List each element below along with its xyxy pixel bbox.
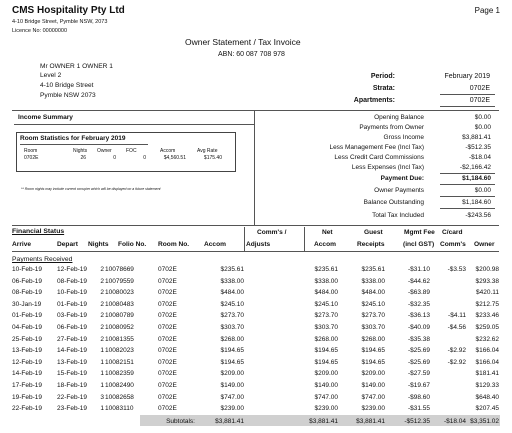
depart-date: 22-Feb-19: [57, 393, 87, 401]
owner-amount: $648.40: [475, 393, 499, 401]
accom-amount: $209.00: [220, 370, 244, 378]
ccard-comms-amount: -$4.56: [447, 324, 466, 331]
subtotal-mgmt-fee: -$512.35: [404, 418, 430, 425]
header-ccard-comms: Comm's: [440, 241, 466, 248]
ccard-comms-amount: -$2.92: [447, 358, 466, 366]
ccard-comms-amount: -$3.53: [447, 266, 466, 273]
room-number: 0702E: [158, 405, 177, 413]
room-statistics-title: Room Statistics for February 2019: [20, 135, 126, 142]
folio-number: 10082490: [105, 382, 134, 389]
owner-amount: $259.05: [475, 324, 499, 331]
company-name: CMS Hospitality Pty Ltd: [12, 5, 125, 16]
depart-date: 18-Feb-19: [57, 382, 87, 389]
header-guest-top: Guest: [364, 229, 383, 236]
apartments-value: 0702E: [469, 97, 490, 104]
room-nights-note: ** Room nights may include current occupier which will be displayed on a future statement: [21, 187, 161, 191]
period-label: Period:: [370, 73, 395, 80]
accom-amount: $239.00: [220, 405, 244, 413]
accom-amount: $303.70: [220, 324, 244, 331]
net-accom-amount: $747.00: [314, 393, 338, 401]
nights: 2: [100, 277, 104, 285]
opening-balance-value: $0.00: [474, 114, 491, 121]
owner-amount: $233.46: [475, 312, 499, 320]
accom-amount: $235.61: [220, 266, 244, 273]
folio-number: 10082023: [105, 347, 134, 355]
owner-name: Mr OWNER 1 OWNER 1: [40, 63, 113, 70]
document-title: Owner Statement / Tax Invoice: [185, 37, 301, 47]
nights: 2: [100, 312, 104, 320]
owner-amount: $207.45: [475, 405, 499, 413]
header-mgmt-top: Mgmt Fee: [404, 229, 435, 236]
mgmt-fee-amount: -$98.60: [407, 393, 430, 401]
owner-amount: $420.11: [475, 289, 499, 297]
mgmt-fee-amount: -$32.35: [407, 300, 430, 308]
header-arrive: Arrive: [12, 241, 32, 248]
guest-receipts-amount: $194.65: [361, 358, 385, 366]
owner-amount: $232.62: [475, 335, 499, 343]
arrive-date: 17-Feb-19: [12, 382, 42, 389]
stats-header-room: Room: [24, 148, 38, 154]
mgmt-fee-amount: -$25.69: [407, 347, 430, 355]
guest-receipts-amount: $303.70: [361, 324, 385, 331]
owner-amount: $166.04: [475, 347, 499, 355]
net-accom-amount: $149.00: [314, 382, 338, 389]
nights: 3: [100, 393, 104, 401]
depart-date: 01-Feb-19: [57, 300, 87, 308]
apartments-label: Apartments:: [353, 97, 395, 104]
subtotals-label: Subtotals:: [166, 418, 195, 425]
arrive-date: 01-Feb-19: [12, 312, 42, 320]
guest-receipts-amount: $273.70: [361, 312, 385, 320]
room-number: 0702E: [158, 312, 177, 320]
room-number: 0702E: [158, 358, 177, 366]
balance-outstanding-label: Balance Outstanding: [363, 199, 424, 206]
subtotal-receipts: $3,881.41: [356, 418, 385, 425]
accom-amount: $194.65: [220, 358, 244, 366]
arrive-date: 06-Feb-19: [12, 277, 42, 285]
depart-date: 13-Feb-19: [57, 358, 87, 366]
divider: [440, 106, 495, 107]
accom-amount: $747.00: [220, 393, 244, 401]
stats-nights: 26: [80, 155, 86, 161]
divider: [244, 227, 245, 251]
guest-receipts-amount: $747.00: [361, 393, 385, 401]
net-accom-amount: $194.65: [314, 347, 338, 355]
header-comms-top: Comm's /: [257, 229, 287, 236]
payments-from-owner-label: Payments from Owner: [359, 124, 424, 131]
income-summary-title: Income Summary: [18, 114, 73, 121]
management-fee-value: -$512.35: [465, 144, 491, 151]
mgmt-fee-amount: -$25.69: [407, 358, 430, 366]
arrive-date: 19-Feb-19: [12, 393, 42, 401]
mgmt-fee-amount: -$35.38: [407, 335, 430, 343]
header-ccard-top: C/card: [442, 229, 463, 236]
ccard-comms-amount: -$4.11: [448, 312, 466, 320]
total-tax-label: Total Tax Included: [372, 212, 424, 219]
company-address: 4-10 Bridge Street, Pymble NSW, 2073: [12, 19, 108, 25]
accom-amount: $273.70: [220, 312, 244, 320]
divider: [12, 251, 499, 252]
depart-date: 15-Feb-19: [57, 370, 87, 378]
header-accom: Accom: [204, 241, 226, 248]
accom-amount: $149.00: [220, 382, 244, 389]
stats-owner: 0: [113, 155, 116, 161]
nights: 1: [100, 382, 104, 389]
expenses-value: -$2,166.42: [459, 164, 491, 171]
mgmt-fee-amount: -$63.89: [407, 289, 430, 297]
nights: 1: [100, 370, 104, 378]
depart-date: 10-Feb-19: [57, 289, 87, 297]
net-accom-amount: $338.00: [314, 277, 338, 285]
depart-date: 06-Feb-19: [57, 324, 87, 331]
net-accom-amount: $245.10: [314, 300, 338, 308]
net-accom-amount: $239.00: [314, 405, 338, 413]
stats-header-owner: Owner: [97, 148, 112, 154]
room-number: 0702E: [158, 277, 177, 285]
owner-amount: $293.38: [475, 277, 499, 285]
header-room: Room No.: [158, 241, 190, 248]
folio-number: 10083110: [105, 405, 134, 413]
strata-label: Strata:: [372, 85, 395, 92]
folio-number: 10080023: [105, 289, 134, 297]
stats-header-accom: Accom: [160, 148, 176, 154]
mgmt-fee-amount: -$31.55: [407, 405, 430, 413]
guest-receipts-amount: $194.65: [361, 347, 385, 355]
depart-date: 27-Feb-19: [57, 335, 87, 343]
mgmt-fee-amount: -$31.10: [407, 266, 430, 273]
accom-amount: $338.00: [220, 277, 244, 285]
balance-outstanding-value: $1,184.60: [462, 199, 491, 206]
total-tax-value: -$243.56: [465, 212, 491, 219]
net-accom-amount: $235.61: [314, 266, 338, 273]
nights: 1: [100, 347, 104, 355]
nights: 1: [100, 358, 104, 366]
header-folio: Folio No.: [118, 241, 147, 248]
guest-receipts-amount: $149.00: [361, 382, 385, 389]
nights: 2: [100, 266, 104, 273]
folio-number: 10082151: [105, 358, 134, 366]
owner-amount: $129.33: [475, 382, 499, 389]
room-number: 0702E: [158, 335, 177, 343]
divider: [440, 196, 495, 197]
arrive-date: 08-Feb-19: [12, 289, 42, 297]
stats-room: 0702E: [24, 155, 39, 161]
divider: [20, 144, 148, 145]
owner-address-line: Pymble NSW 2073: [40, 92, 96, 99]
subtotal-owner: $3,351.02: [470, 418, 499, 425]
owner-payments-value: $0.00: [474, 187, 491, 194]
net-accom-amount: $484.00: [314, 289, 338, 297]
header-net-accom: Accom: [314, 241, 336, 248]
folio-number: 10082658: [105, 393, 134, 401]
accom-amount: $484.00: [220, 289, 244, 297]
room-number: 0702E: [158, 370, 177, 378]
strata-value: 0702E: [469, 85, 490, 92]
stats-avg-rate: $175.40: [203, 155, 222, 161]
net-accom-amount: $268.00: [314, 335, 338, 343]
credit-card-commissions-value: -$18.04: [468, 154, 491, 161]
payments-from-owner-value: $0.00: [474, 124, 491, 131]
depart-date: 12-Feb-19: [57, 266, 87, 273]
mgmt-fee-amount: -$40.09: [407, 324, 430, 331]
divider: [440, 184, 495, 185]
owner-payments-label: Owner Payments: [374, 187, 424, 194]
mgmt-fee-amount: -$44.62: [407, 277, 430, 285]
gross-income-value: $3,881.41: [462, 134, 491, 141]
mgmt-fee-amount: -$36.13: [407, 312, 430, 320]
gross-income-label: Gross Income: [383, 134, 424, 141]
net-accom-amount: $273.70: [314, 312, 338, 320]
folio-number: 10080789: [105, 312, 134, 320]
licence-number: Licence No: 00000000: [12, 28, 68, 34]
payments-received-title: Payments Received: [12, 256, 73, 263]
guest-receipts-amount: $239.00: [361, 405, 385, 413]
room-number: 0702E: [158, 347, 177, 355]
header-gst: (incl GST): [403, 241, 435, 248]
room-number: 0702E: [158, 382, 177, 389]
period-value: February 2019: [444, 73, 490, 80]
folio-number: 10078669: [105, 266, 134, 273]
owner-address-line: Level 2: [40, 72, 62, 79]
arrive-date: 30-Jan-19: [12, 300, 42, 308]
room-number: 0702E: [158, 300, 177, 308]
room-number: 0702E: [158, 324, 177, 331]
arrive-date: 12-Feb-19: [12, 358, 42, 366]
nights: 2: [100, 335, 104, 343]
divider: [440, 94, 495, 95]
page-number: Page 1: [474, 6, 500, 15]
arrive-date: 14-Feb-19: [12, 370, 42, 378]
divider: [12, 110, 499, 111]
subtotal-accom: $3,881.41: [215, 418, 244, 425]
stats-accom: $4,560.51: [163, 155, 186, 161]
folio-number: 10082359: [105, 370, 134, 378]
guest-receipts-amount: $484.00: [361, 289, 385, 297]
nights: 1: [100, 405, 104, 413]
depart-date: 14-Feb-19: [57, 347, 87, 355]
header-receipts: Receipts: [357, 241, 385, 248]
stats-header-foc: FOC: [126, 148, 137, 154]
owner-amount: $181.41: [475, 370, 499, 378]
arrive-date: 10-Feb-19: [12, 266, 42, 273]
room-number: 0702E: [158, 393, 177, 401]
room-number: 0702E: [158, 266, 177, 273]
header-nights: Nights: [88, 241, 109, 248]
financial-status-title: Financial Status: [12, 228, 65, 235]
mgmt-fee-amount: -$27.59: [407, 370, 430, 378]
guest-receipts-amount: $338.00: [361, 277, 385, 285]
owner-amount: $212.75: [475, 300, 499, 308]
mgmt-fee-amount: -$19.67: [407, 382, 430, 389]
arrive-date: 22-Feb-19: [12, 405, 42, 413]
management-fee-label: Less Management Fee (Incl Tax): [329, 144, 424, 151]
divider: [304, 227, 305, 251]
folio-number: 10080952: [105, 324, 134, 331]
nights: 2: [100, 300, 104, 308]
header-depart: Depart: [57, 241, 78, 248]
divider: [440, 208, 495, 209]
owner-address-line: 4-10 Bridge Street: [40, 82, 94, 89]
arrive-date: 04-Feb-19: [12, 324, 42, 331]
header-owner: Owner: [474, 241, 495, 248]
divider: [440, 173, 495, 174]
stats-foc: 0: [143, 155, 146, 161]
nights: 2: [100, 324, 104, 331]
accom-amount: $245.10: [220, 300, 244, 308]
expenses-label: Less Expenses (Incl Tax): [351, 164, 424, 171]
guest-receipts-amount: $235.61: [361, 266, 385, 273]
divider: [12, 225, 499, 226]
subtotal-net-accom: $3,881.41: [309, 418, 338, 425]
credit-card-commissions-label: Less Credit Card Commissions: [334, 154, 424, 161]
guest-receipts-amount: $245.10: [361, 300, 385, 308]
owner-amount: $200.98: [475, 266, 499, 273]
header-net-top: Net: [322, 229, 333, 236]
payment-due-label: Payment Due:: [380, 175, 424, 182]
stats-header-avg-rate: Avg Rate: [197, 148, 218, 154]
nights: 2: [100, 289, 104, 297]
opening-balance-label: Opening Balance: [374, 114, 424, 121]
net-accom-amount: $194.65: [314, 358, 338, 366]
folio-number: 10081355: [105, 335, 134, 343]
subtotal-ccard: -$18.04: [443, 418, 466, 425]
room-number: 0702E: [158, 289, 177, 297]
accom-amount: $268.00: [220, 335, 244, 343]
depart-date: 08-Feb-19: [57, 277, 87, 285]
header-adjusts: Adjusts: [246, 241, 271, 248]
arrive-date: 25-Feb-19: [12, 335, 42, 343]
folio-number: 10079559: [105, 277, 134, 285]
depart-date: 23-Feb-19: [57, 405, 87, 413]
folio-number: 10080483: [105, 300, 134, 308]
abn: ABN: 60 087 708 978: [218, 51, 285, 58]
net-accom-amount: $303.70: [314, 324, 338, 331]
payment-due-value: $1,184.60: [462, 175, 491, 182]
arrive-date: 13-Feb-19: [12, 347, 42, 355]
net-accom-amount: $209.00: [314, 370, 338, 378]
divider: [14, 124, 254, 125]
depart-date: 03-Feb-19: [57, 312, 87, 320]
guest-receipts-amount: $209.00: [361, 370, 385, 378]
accom-amount: $194.65: [220, 347, 244, 355]
guest-receipts-amount: $268.00: [361, 335, 385, 343]
ccard-comms-amount: -$2.92: [447, 347, 466, 355]
stats-header-nights: Nights: [73, 148, 88, 154]
owner-amount: $166.04: [475, 358, 499, 366]
